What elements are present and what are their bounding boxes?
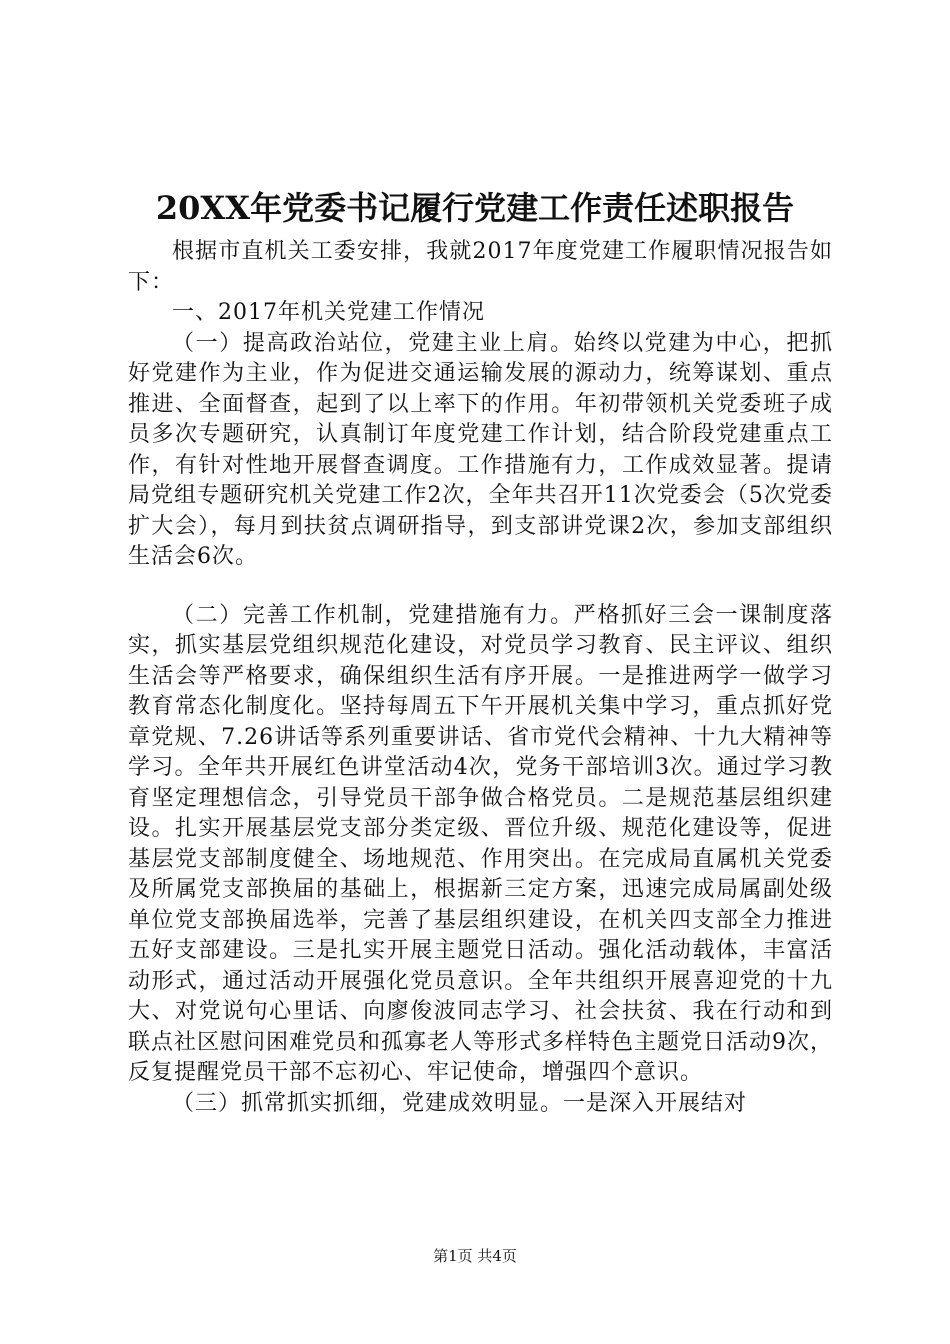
document-title: 20XX年党委书记履行党建工作责任述职报告 xyxy=(155,189,795,227)
section-heading: 一、2017年机关党建工作情况 xyxy=(172,300,485,325)
paragraph-1: （一）提高政治站位，党建主业上肩。始终以党建为中心，把抓好党建作为主业，作为促进交通运输发展的源动力，统筹谋划、重点推进、全面督查，起到了以上率下的作用。年初带领机关党委班子成员多次专题研究，认真制订年度党建工作计划，结合阶段党建重点工作，有针对性地开展督查调度。工作措施有力，工作成效显著。提请局党组专题研究机关党建工作2次，全年共召开11次党委会（5次党委扩大会），每月到扶贫点调研指导，到支部讲党课2次，参加支部组织生活会6次。 xyxy=(128,330,833,569)
document-body xyxy=(128,237,833,1119)
paragraph-spacer xyxy=(128,573,833,601)
paragraph-3: （三）抓常抓实抓细，党建成效明显。一是深入开展结对 xyxy=(172,1090,748,1116)
intro-paragraph: 根据市直机关工委安排，我就2017年度党建工作履职情况报告如下： xyxy=(128,239,833,295)
paragraph-2: （二）完善工作机制，党建措施有力。严格抓好三会一课制度落实，抓实基层党组织规范化建设，对党员学习教育、民主评议、组织生活会等严格要求，确保组织生活有序开展。一是推进两学一做学习教育常态化制度化。坚持每周五下午开展机关集中学习，重点抓好党章党规、7.26讲话等系列重要讲话、省市党代会精神、十九大精神等学习。全年共开展红色讲堂活动4次，党务干部培训3次。通过学习教育坚定理想信念，引导党员干部争做合格党员。二是规范基层组织建设。扎实开展基层党支部分类定级、晋位升级、规范化建设等，促进基层党支部制度健全、场地规范、作用突出。在完成局直属机关党委及所属党支部换届的基础上，根据新三定方案，迅速完成局属副处级单位党支部换届选举，完善了基层组织建设，在机关四支部全力推进五好支部建设。三是扎实开展主题党日活动。强化活动载体，丰富活动形式，通过活动开展强化党员意识。全年共组织开展喜迎党的十九大、对党说句心里话、向廖俊波同志学习、社会扶贫、我在行动和到联点社区慰问困难党员和孤寡老人等形式多样特色主题党日活动9次，反复提醒党员干部不忘初心、牢记使命，增强四个意识。 xyxy=(128,602,833,1085)
page-footer: 第1页 共4页 xyxy=(433,1247,517,1265)
